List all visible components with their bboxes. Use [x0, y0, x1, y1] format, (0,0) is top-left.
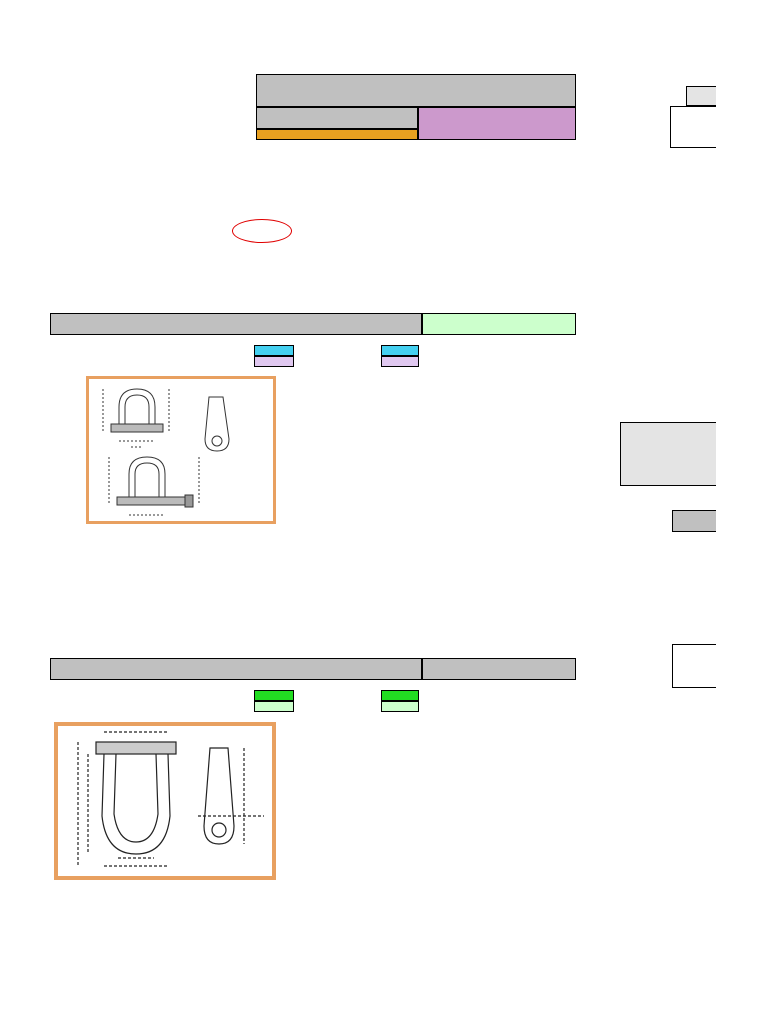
alloy-swl-value-box — [381, 690, 419, 701]
forged-swl2-value-box — [381, 356, 419, 367]
alloy-shackle-drawing-icon — [58, 726, 272, 876]
right-gray-top — [686, 86, 716, 106]
engineer-row — [256, 107, 418, 129]
forged-swl-value-box — [381, 345, 419, 356]
highlight-circle — [232, 219, 292, 243]
alloy-find-box — [672, 644, 716, 688]
job-info-block — [256, 74, 576, 107]
alloy-req-value-box[interactable] — [254, 701, 294, 712]
forged-status-box — [422, 313, 576, 335]
notes-block — [418, 107, 576, 140]
find-box — [670, 106, 716, 148]
alloy-banner — [50, 658, 422, 680]
right-gray-bottom — [672, 510, 716, 532]
alloy-status-box — [422, 658, 576, 680]
forged-req-value-box[interactable] — [254, 356, 294, 367]
alloy-shackle-figure — [54, 722, 276, 880]
input-note-box — [256, 129, 418, 140]
alloy-min-value-box — [254, 690, 294, 701]
shackle-drawing-icon — [89, 379, 273, 521]
alloy-swl2-value-box — [381, 701, 419, 712]
forged-shackle-figure — [86, 376, 276, 524]
swl-note-box — [620, 422, 716, 486]
forged-banner — [50, 313, 422, 335]
forged-min-value-box — [254, 345, 294, 356]
